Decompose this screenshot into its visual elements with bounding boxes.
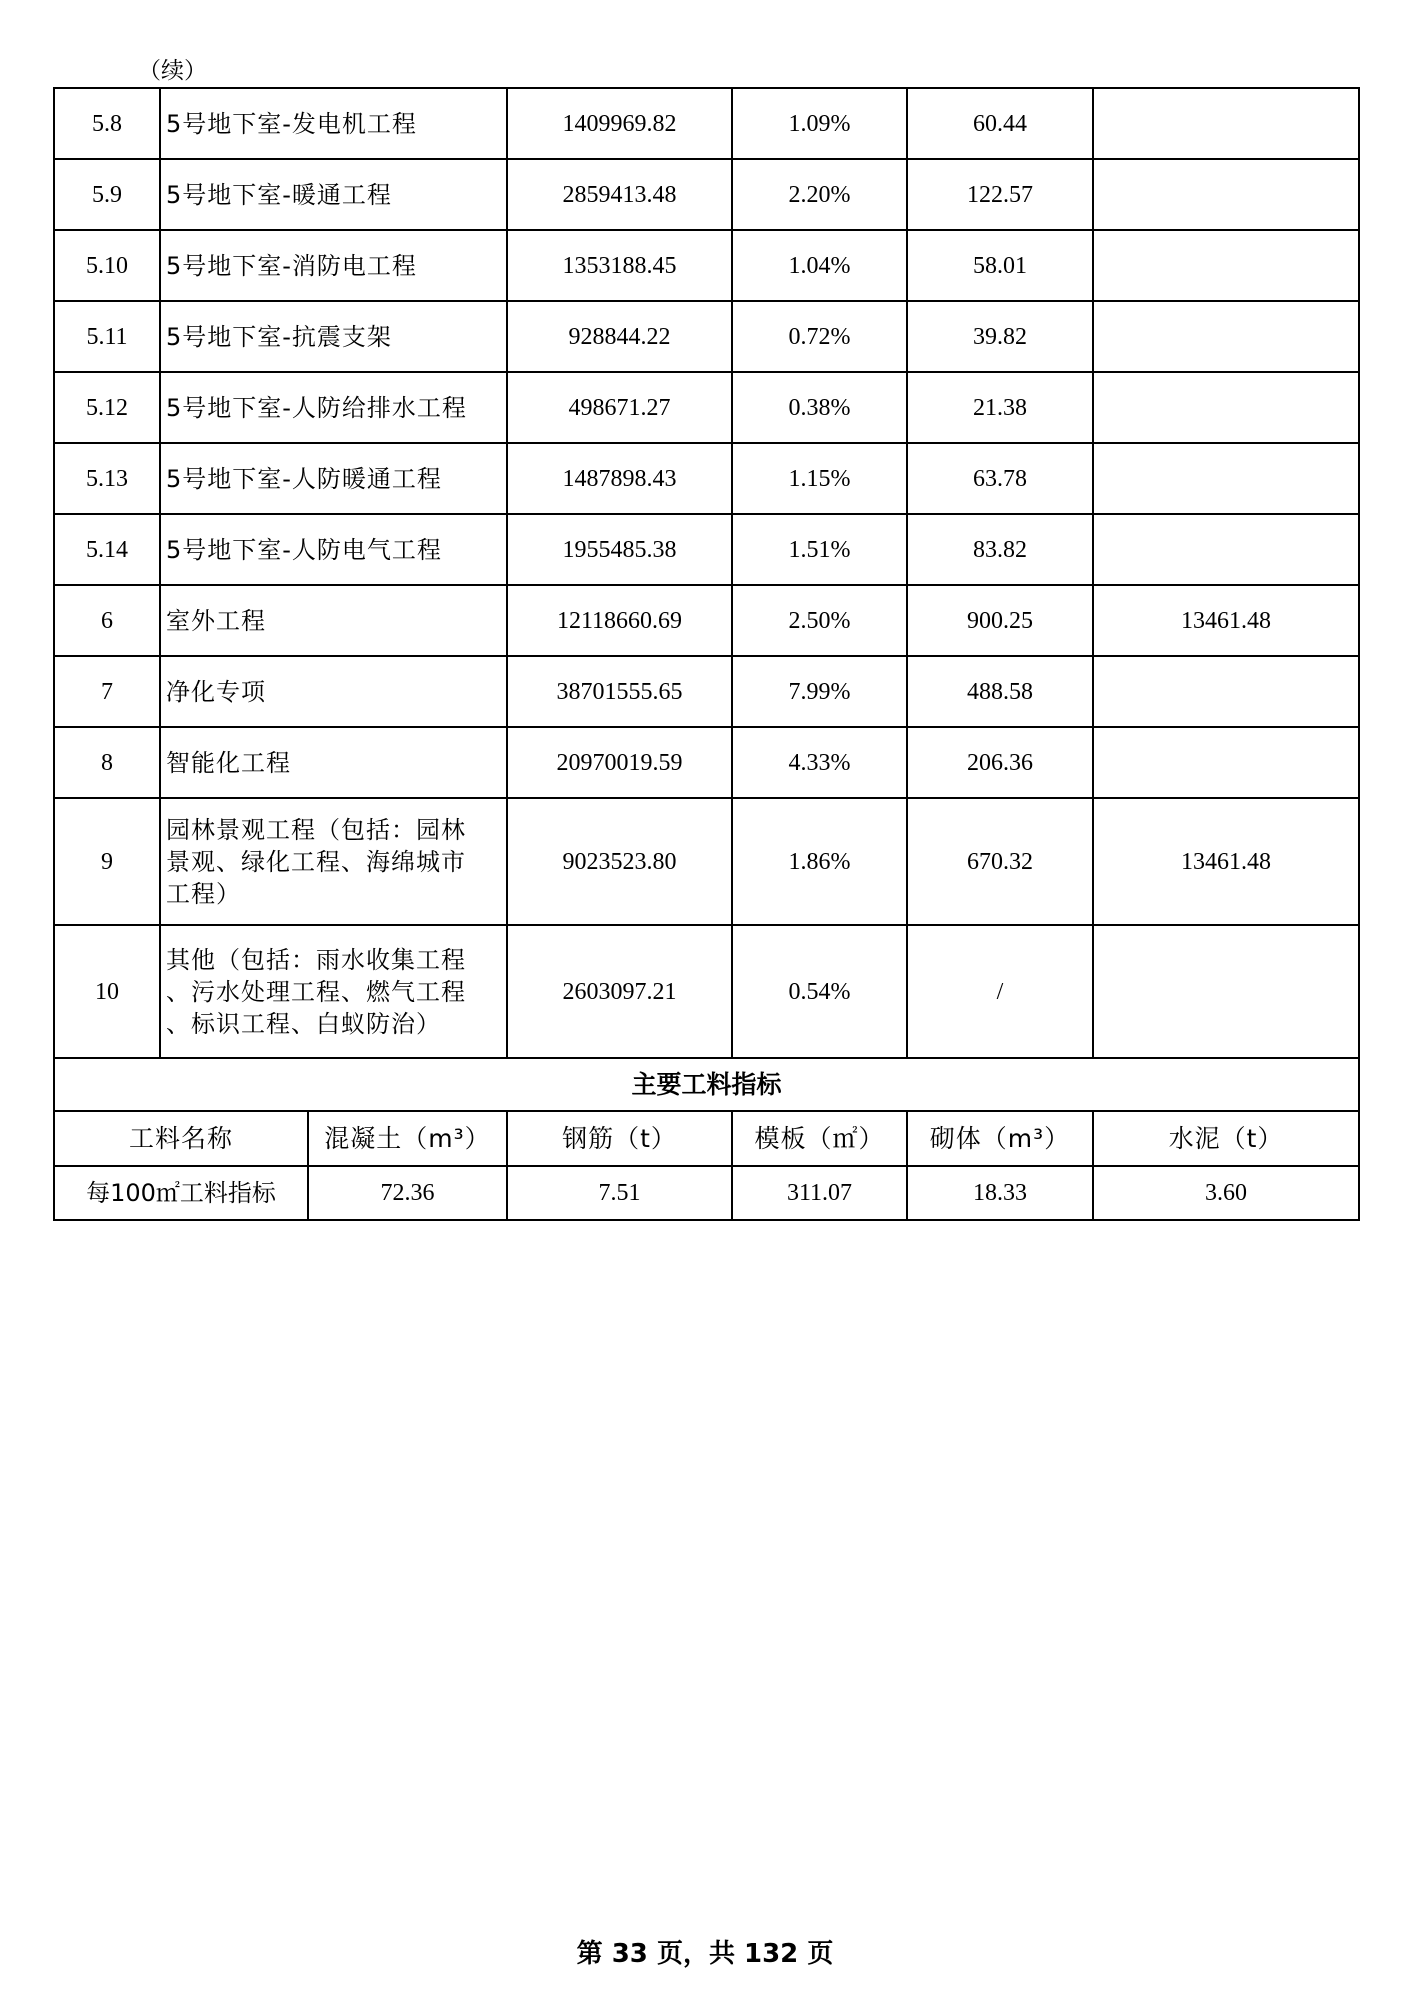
item-unit-index: 122.57 [907,159,1093,230]
item-ratio: 0.54% [732,925,907,1058]
item-no: 5.12 [54,372,160,443]
materials-header-row [54,1111,1359,1166]
item-area: 13461.48 [1093,585,1359,656]
item-ratio: 1.09% [732,88,907,159]
materials-section-row [54,1058,1359,1111]
item-no: 6 [54,585,160,656]
item-name: 净化专项 [160,656,507,727]
item-amount: 2603097.21 [507,925,732,1058]
item-amount: 498671.27 [507,372,732,443]
item-unit-index: 900.25 [907,585,1093,656]
item-name-line: 、标识工程、白蚁防治） [166,1009,441,1038]
item-name: 5号地下室-人防电气工程 [160,514,507,585]
item-no: 5.8 [54,88,160,159]
table-row [54,230,1359,301]
item-amount: 1955485.38 [507,514,732,585]
item-ratio: 0.38% [732,372,907,443]
item-ratio: 7.99% [732,656,907,727]
table-row [54,372,1359,443]
item-name-line: 工程） [166,879,241,908]
table-row [54,301,1359,372]
item-area [1093,230,1359,301]
item-ratio: 1.86% [732,798,907,925]
item-amount: 12118660.69 [507,585,732,656]
item-area [1093,372,1359,443]
item-area [1093,88,1359,159]
item-no: 7 [54,656,160,727]
item-name: 5号地下室-发电机工程 [160,88,507,159]
materials-header-cement: 水泥（t） [1093,1111,1359,1166]
table-row [54,514,1359,585]
materials-header-formwork: 模板（㎡） [732,1111,907,1166]
materials-row-label: 每100㎡工料指标 [54,1166,308,1220]
table-row [54,443,1359,514]
table-row [54,727,1359,798]
materials-value-formwork: 311.07 [732,1166,907,1220]
table-row [54,159,1359,230]
item-unit-index: 206.36 [907,727,1093,798]
materials-header-rebar: 钢筋（t） [507,1111,732,1166]
item-area [1093,514,1359,585]
item-no: 5.14 [54,514,160,585]
item-unit-index: 60.44 [907,88,1093,159]
item-unit-index: 58.01 [907,230,1093,301]
item-no: 8 [54,727,160,798]
cost-index-table [53,87,1360,1221]
item-amount: 9023523.80 [507,798,732,925]
table-row [54,585,1359,656]
item-no: 5.9 [54,159,160,230]
table-row [54,798,1359,925]
item-amount: 38701555.65 [507,656,732,727]
item-name-line: 景观、绿化工程、海绵城市 [166,847,466,876]
continuation-label: （续） [138,58,207,84]
item-name: 5号地下室-抗震支架 [160,301,507,372]
table-row [54,88,1359,159]
table-row [54,925,1359,1058]
item-unit-index: 670.32 [907,798,1093,925]
item-name: 智能化工程 [160,727,507,798]
materials-value-rebar: 7.51 [507,1166,732,1220]
item-unit-index: 39.82 [907,301,1093,372]
item-area [1093,727,1359,798]
item-name [160,925,507,1058]
item-no: 5.10 [54,230,160,301]
item-unit-index: 63.78 [907,443,1093,514]
item-unit-index: / [907,925,1093,1058]
item-amount: 928844.22 [507,301,732,372]
item-ratio: 2.20% [732,159,907,230]
item-unit-index: 83.82 [907,514,1093,585]
item-amount: 1487898.43 [507,443,732,514]
item-unit-index: 488.58 [907,656,1093,727]
materials-section-title: 主要工料指标 [54,1058,1359,1111]
item-name [160,798,507,925]
item-amount: 1353188.45 [507,230,732,301]
item-area: 13461.48 [1093,798,1359,925]
item-ratio: 2.50% [732,585,907,656]
materials-value-cement: 3.60 [1093,1166,1359,1220]
item-no: 10 [54,925,160,1058]
item-ratio: 1.51% [732,514,907,585]
item-no: 5.11 [54,301,160,372]
item-ratio: 0.72% [732,301,907,372]
materials-header-concrete: 混凝土（m³） [308,1111,507,1166]
item-amount: 1409969.82 [507,88,732,159]
materials-header-masonry: 砌体（m³） [907,1111,1093,1166]
item-unit-index: 21.38 [907,372,1093,443]
item-area [1093,925,1359,1058]
page-footer: 第 33 页，共 132 页 [576,1939,834,1969]
table-row [54,656,1359,727]
item-name: 室外工程 [160,585,507,656]
item-name: 5号地下室-人防给排水工程 [160,372,507,443]
item-name: 5号地下室-人防暖通工程 [160,443,507,514]
item-area [1093,301,1359,372]
item-no: 9 [54,798,160,925]
item-amount: 2859413.48 [507,159,732,230]
item-no: 5.13 [54,443,160,514]
item-name: 5号地下室-消防电工程 [160,230,507,301]
item-ratio: 1.04% [732,230,907,301]
materials-value-concrete: 72.36 [308,1166,507,1220]
materials-value-masonry: 18.33 [907,1166,1093,1220]
item-name-line: 、污水处理工程、燃气工程 [166,977,466,1006]
item-amount: 20970019.59 [507,727,732,798]
item-name-line: 其他（包括：雨水收集工程 [166,945,466,974]
materials-header-name: 工料名称 [54,1111,308,1166]
materials-value-row [54,1166,1359,1220]
item-name: 5号地下室-暖通工程 [160,159,507,230]
item-name-line: 园林景观工程（包括：园林 [166,815,466,844]
item-area [1093,443,1359,514]
item-area [1093,159,1359,230]
item-ratio: 4.33% [732,727,907,798]
item-ratio: 1.15% [732,443,907,514]
item-area [1093,656,1359,727]
